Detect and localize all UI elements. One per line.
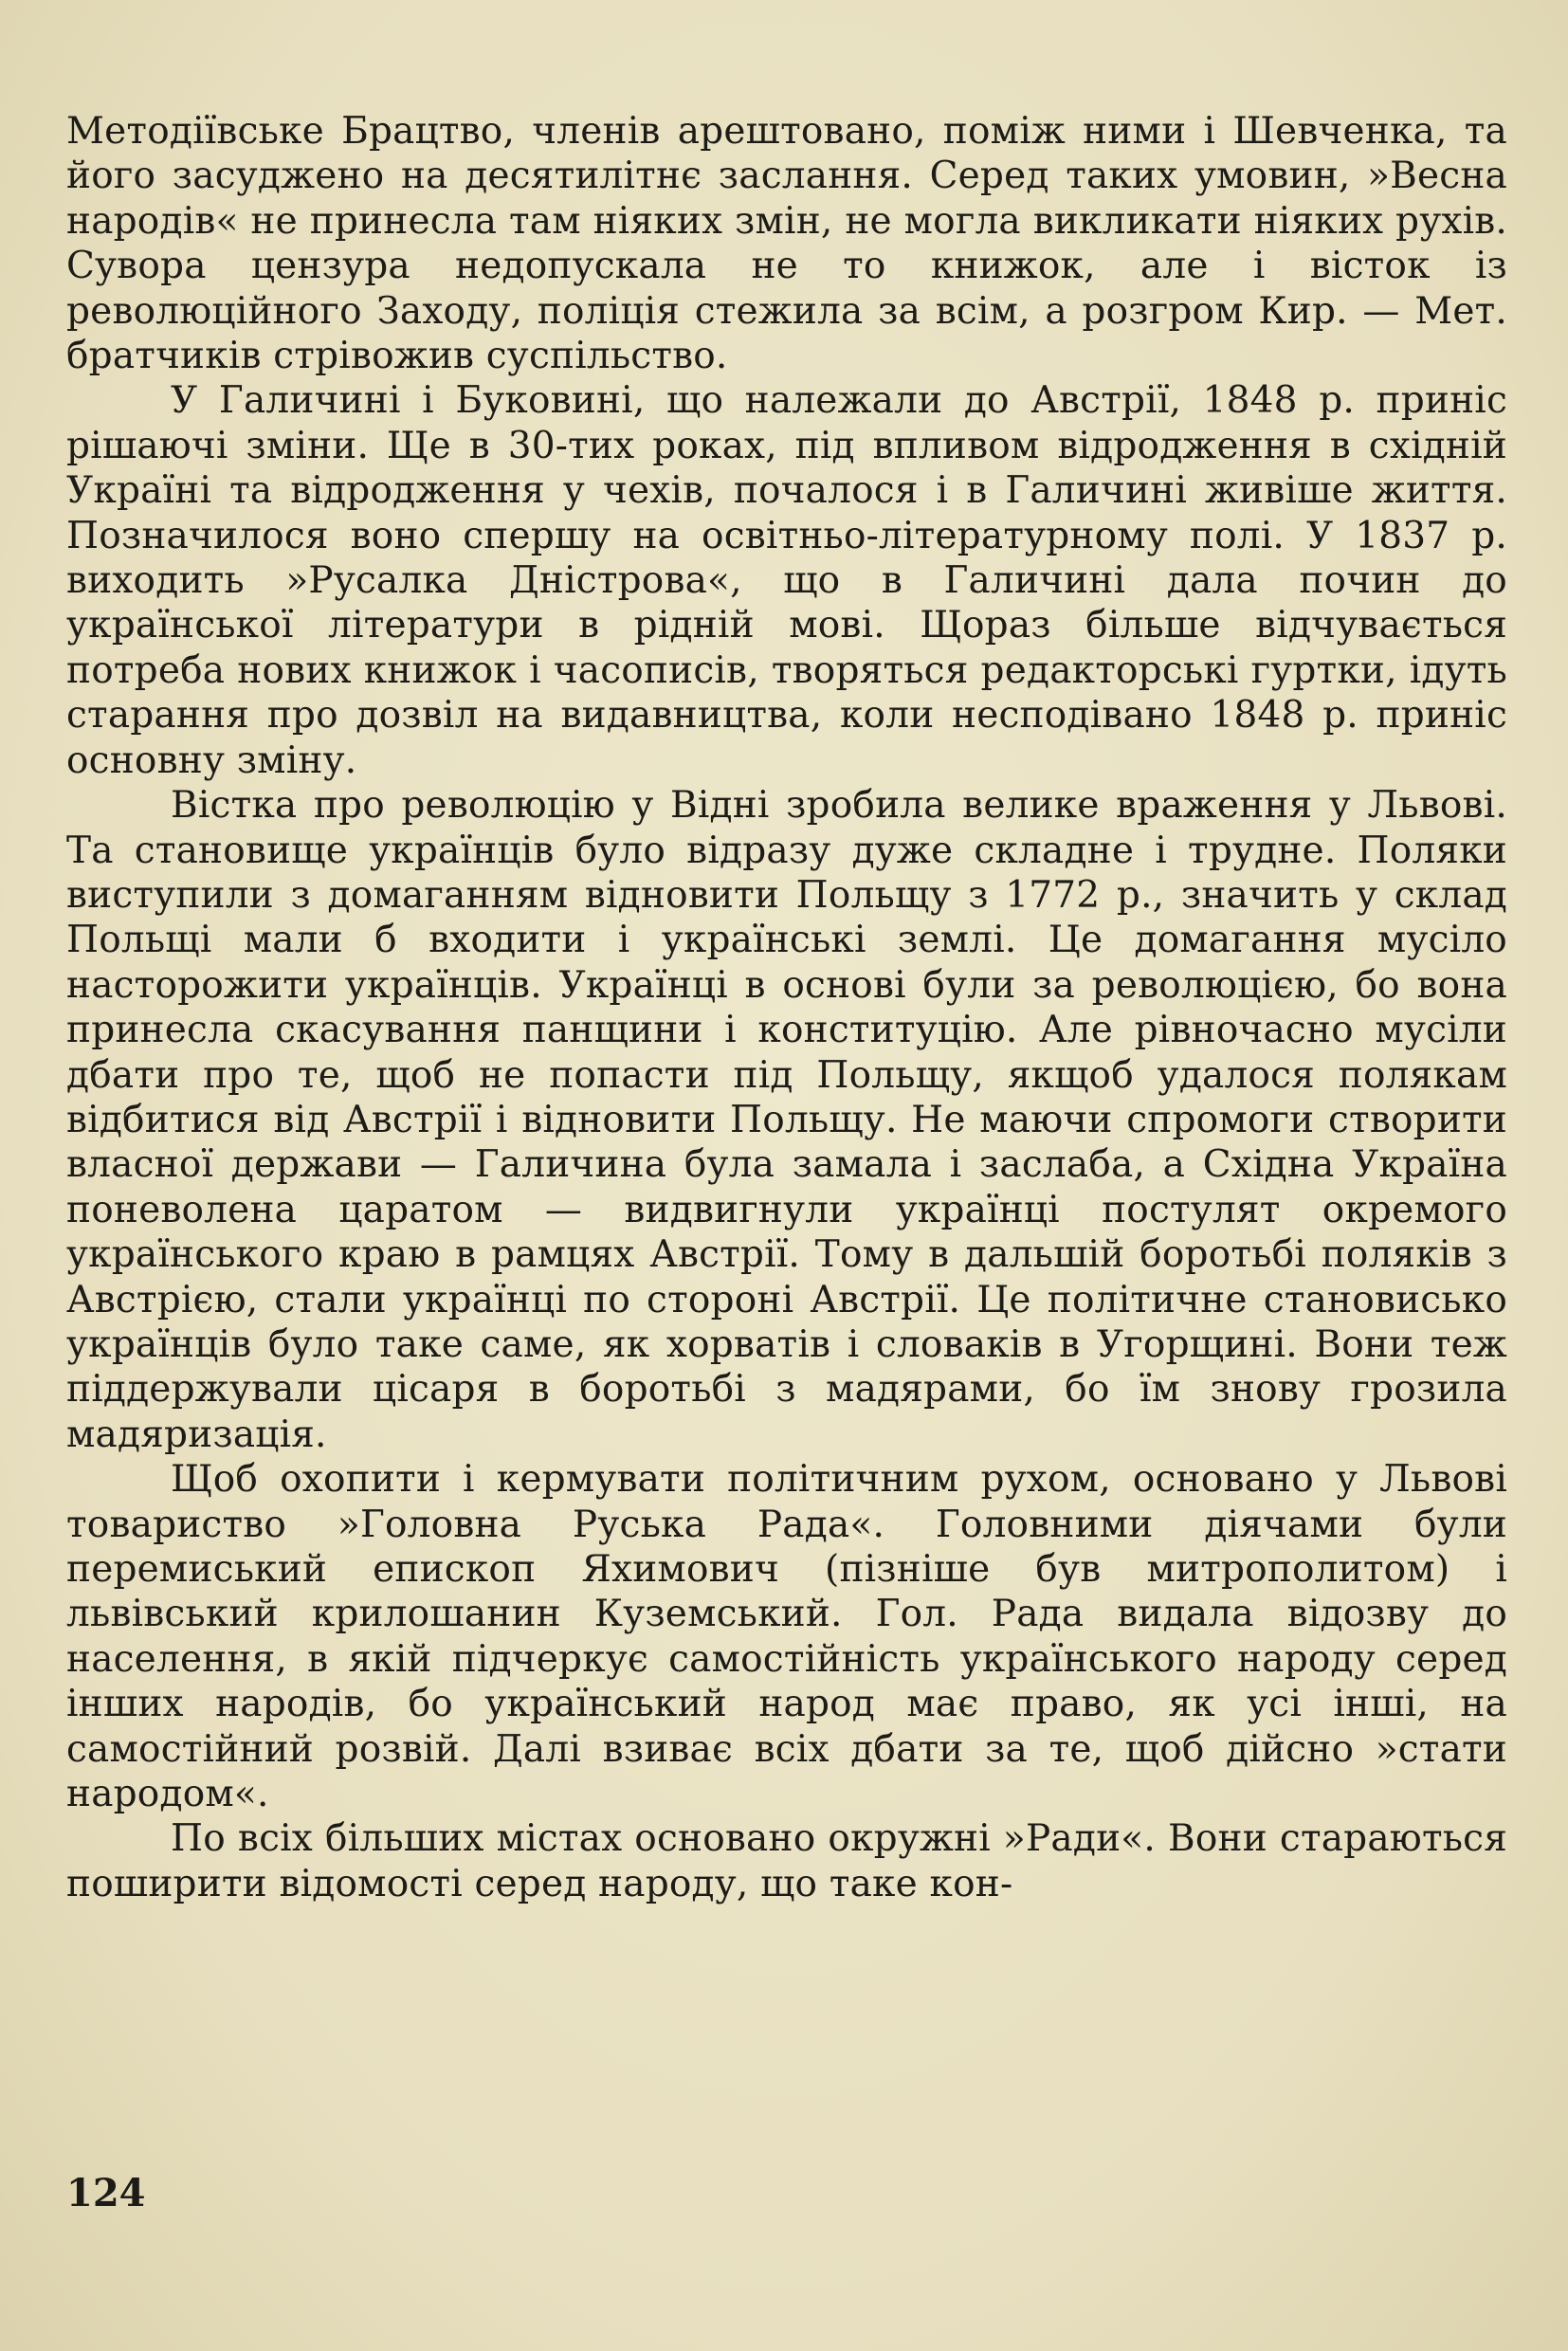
paragraph-2: У Галичині і Буковині, що належали до Австрії, 1848 р. приніс рішаючі зміни. Ще в 30-тих роках, під впливом відродження в східній Україні та відродження у чехів, почалося і в Галичині живіше життя. Позначилося воно спершу на освітньо-літературному полі. У 1837 р. виходить »Русалка Дністрова«, що в Галичині дала почин до української літератури в рідній мові. Щораз більше відчувається потреба нових книжок і часописів, творяться редакторські гуртки, ідуть старання про дозвіл на видавництва, коли несподівано 1848 р. приніс основну зміну. — [66, 379, 1507, 782]
paragraph-4: Щоб охопити і кермувати політичним рухом, основано у Львові товариство »Головна Руська Рада«. Головними діячами були перемиський епископ Яхимович (пізніше був митрополитом) і львівський крилошанин Куземський. Гол. Рада видала відозву до населення, в якій підчеркує самостійність українського народу серед інших народів, бо український народ має право, як усі інші, на самостійний розвій. Далі взиває всіх дбати за те, щоб дійсно »стати народом«. — [66, 1458, 1507, 1816]
page-number: 124 — [66, 2171, 146, 2215]
body-text — [66, 109, 1507, 1906]
paragraph-3: Вістка про революцію у Відні зробила велике враження у Львові. Та становище українців було відразу дуже складне і трудне. Поляки виступили з домаганням відновити Польщу з 1772 р., значить у склад Польщі мали б входити і українські землі. Це домагання мусіло насторожити українців. Українці в основі були за революцією, бо вона принесла скасування панщини і конституцію. Але рівночасно мусіли дбати про те, щоб не попасти під Польщу, якщоб удалося полякам відбитися від Австрії і відновити Польщу. Не маючи спромоги створити власної держави — Галичина була замала і заслаба, а Східна Україна поневолена царатом — видвигнули українці постулят окремого українського краю в рамцях Австрії. Тому в дальшій боротьбі поляків з Австрією, стали українці по стороні Австрії. Це політичне становисько українців було таке саме, як хорватів і словаків в Угорщині. Вони теж піддержували цісаря в боротьбі з мадярами, бо їм знову грозила мадяризація. — [66, 784, 1507, 1456]
paragraph-5: По всіх більших містах основано окружні »Ради«. Вони стараються поширити відомості серед народу, що таке кон- — [66, 1817, 1507, 1905]
paragraph-1: Методіївське Брацтво, членів арештовано, поміж ними і Шевченка, та його засуджено на десятилітнє заслання. Серед таких умовин, »Весна народів« не принесла там ніяких змін, не могла викликати ніяких рухів. Сувора цензура недопускала не то книжок, але і вісток із революційного Заходу, поліція стежила за всім, а розгром Кир. — Мет. братчиків стрівожив суспільство. — [66, 110, 1507, 378]
